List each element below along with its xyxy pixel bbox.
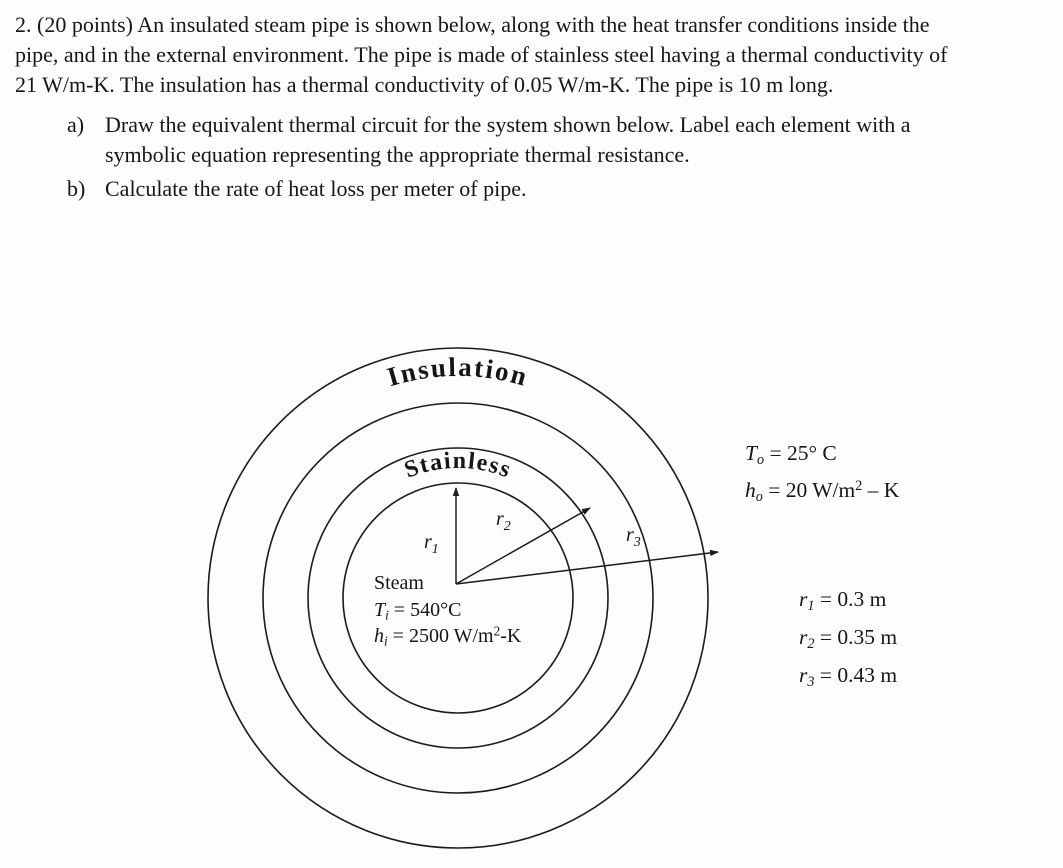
item-a xyxy=(67,110,970,170)
r-value-text: = 0.35 m xyxy=(814,625,898,649)
ambient-film-coefficient xyxy=(745,472,899,509)
ambient-temperature xyxy=(745,435,899,472)
problem-items xyxy=(15,110,970,204)
temp-var: T xyxy=(745,441,757,465)
h-value: = 20 W/m xyxy=(762,478,856,502)
r2-value xyxy=(799,618,897,656)
steam-film-coefficient xyxy=(374,623,521,650)
r-var: r xyxy=(799,625,808,649)
h-var: h xyxy=(745,478,756,502)
h-value: = 2500 W/m xyxy=(387,625,494,647)
h-exponent: 2 xyxy=(493,623,501,639)
r-subscript: 1 xyxy=(807,597,815,614)
r-value-text: = 0.43 m xyxy=(814,663,898,687)
r-subscript: 2 xyxy=(807,635,815,652)
r3-arrow-label xyxy=(626,524,641,550)
h-subscript: i xyxy=(384,633,388,649)
h-units-end: – K xyxy=(862,478,900,502)
item-b-label: b) xyxy=(67,176,86,201)
r-var: r xyxy=(799,663,808,687)
r3-value xyxy=(799,656,897,694)
insulation-label: Insulation xyxy=(383,351,532,393)
r-value-text: = 0.3 m xyxy=(814,587,887,611)
r3-var: r xyxy=(626,524,634,546)
temp-value: = 540°C xyxy=(388,598,462,621)
steam-title xyxy=(374,570,521,597)
item-a-label: a) xyxy=(67,112,85,137)
r2-var: r xyxy=(496,508,504,530)
problem-intro: 2. (20 points) An insulated steam pipe is shown below, along with the heat transfer conditions inside the pipe, and in the external environment. The pipe is made of stainless steel having a thermal conductivity of 21 W/m-K. The insulation has a thermal conductivity of 0.05 W/m-K. The pipe is 10 m long. xyxy=(15,12,948,97)
insulation-arc-text xyxy=(384,352,532,392)
steam-conditions xyxy=(374,570,521,650)
radii-values xyxy=(799,580,897,694)
r2-subscript: 2 xyxy=(503,519,511,534)
h-subscript: o xyxy=(755,488,763,505)
r1-value xyxy=(799,580,897,618)
r2-arrow-label xyxy=(496,508,511,534)
h-var: h xyxy=(374,625,384,647)
pipe-cross-section-diagram xyxy=(0,340,1063,868)
steam-word: Steam xyxy=(374,572,424,594)
r3-subscript: 3 xyxy=(633,535,641,550)
temp-subscript: i xyxy=(385,607,389,623)
item-b xyxy=(67,174,970,204)
r1-subscript: 1 xyxy=(431,542,439,557)
h-units-end: -K xyxy=(500,625,522,647)
diagram-canvas xyxy=(0,340,1063,868)
r-var: r xyxy=(799,587,808,611)
stainless-label: Stainless xyxy=(401,447,516,484)
item-a-text: Draw the equivalent thermal circuit for the system shown below. Label each element with a symbolic equation representing the appropriate thermal resistance. xyxy=(105,112,911,167)
temp-var: T xyxy=(374,598,386,621)
h-exponent: 2 xyxy=(855,477,863,494)
r-subscript: 3 xyxy=(807,673,815,690)
r1-var: r xyxy=(424,531,432,553)
item-b-text: Calculate the rate of heat loss per meter of pipe. xyxy=(105,176,527,201)
steam-temperature xyxy=(374,597,521,624)
r1-arrow-label xyxy=(424,531,439,557)
temp-subscript: o xyxy=(756,451,765,468)
temp-value: = 25° C xyxy=(764,441,837,465)
problem-statement xyxy=(15,10,970,208)
ambient-conditions xyxy=(745,435,899,509)
